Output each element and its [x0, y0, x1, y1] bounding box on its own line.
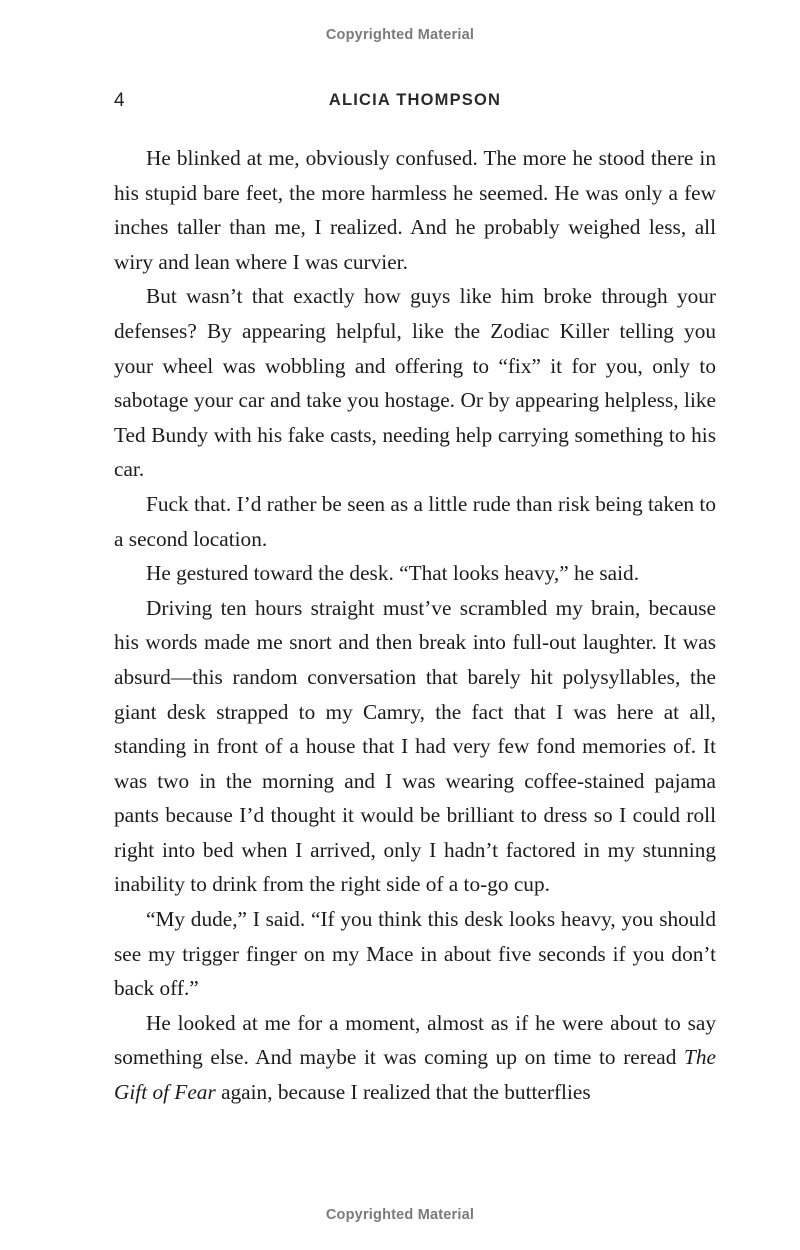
copyright-watermark-bottom: Copyrighted Material — [325, 1207, 475, 1223]
paragraph-3: Fuck that. I’d rather be seen as a little rude than risk being taken to a second location. — [114, 491, 716, 551]
paragraph-5: Driving ten hours straight must’ve scrambled my brain, because his words made me snort and then break into full-out laughter. It was absurd—this random conversation that barely hit polysyllables, the giant desk strapped to my Camry, the fact that I was here at all, standing in front of a house that I had very few fond memories of. It was two in the morning and I was wearing coffee-stained pajama pants because I’d thought it would be brilliant to dress so I could roll right into bed when I arrived, only I hadn’t factored in my stunning inability to drink from the right side of a to-go cup. — [114, 595, 716, 897]
copyright-watermark-top: Copyrighted Material — [325, 27, 475, 43]
paragraph-7-text-after: again, because I realized that the butterflies — [215, 1080, 591, 1105]
paragraph-7-text-before: He looked at me for a moment, almost as if he were about to say something else. And maybe it was coming up on time to reread — [114, 1010, 716, 1070]
paragraph-6: “My dude,” I said. “If you think this desk looks heavy, you should see my trigger finger on my Mace in about five seconds if you don’t back off.” — [114, 907, 716, 1001]
paragraph-2: But wasn’t that exactly how guys like him broke through your defenses? By appearing helpful, like the Zodiac Killer telling you your wheel was wobbling and offering to “fix” it for you, only to sabotage your car and take you hostage. Or by appearing helpless, like Ted Bundy with his fake casts, needing help carrying something to his car. — [114, 284, 716, 482]
book-title-italic: The Gift of Fear — [114, 1045, 716, 1105]
running-head-author: ALICIA THOMPSON — [328, 91, 502, 109]
page-number: 4 — [114, 90, 125, 111]
body-text — [114, 141, 716, 1110]
paragraph-1: He blinked at me, obviously confused. The more he stood there in his stupid bare feet, the more harmless he seemed. He was only a few inches taller than me, I realized. And he probably weighed less, all wiry and lean where I was curvier. — [114, 146, 716, 274]
running-head — [114, 90, 716, 114]
paragraph-4: He gestured toward the desk. “That looks heavy,” he said. — [146, 561, 640, 586]
paragraph-7 — [114, 1006, 716, 1110]
